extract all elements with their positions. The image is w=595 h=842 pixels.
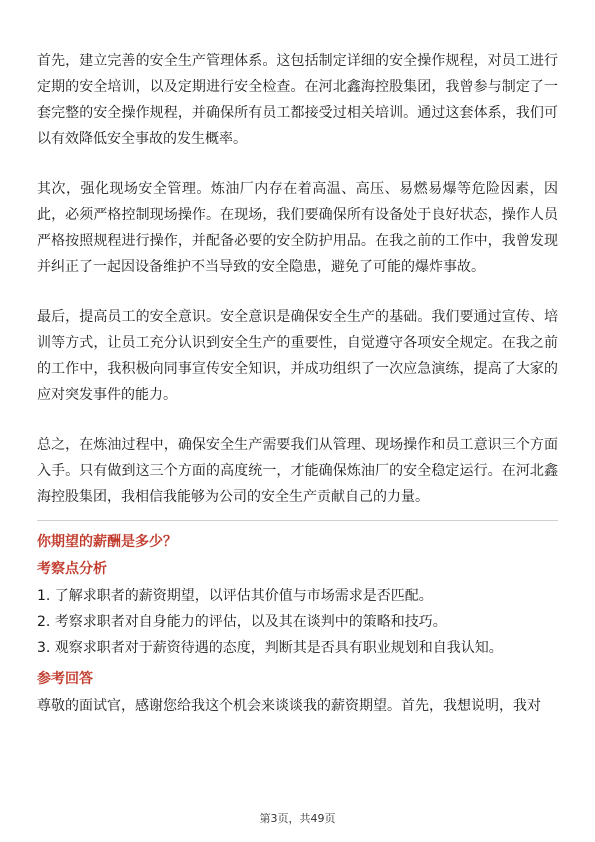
list-item: 2. 考察求职者对自身能力的评估，以及其在谈判中的策略和技巧。 xyxy=(37,614,447,630)
page-number: 第3页，共49页 xyxy=(259,812,336,825)
section-divider xyxy=(37,520,558,521)
analysis-heading: 考察点分析 xyxy=(37,561,107,577)
answer-text: 尊敬的面试官，感谢您给我这个机会来谈谈我的薪资期望。首先，我想说明，我对 xyxy=(37,698,541,714)
body-paragraph-4: 总之，在炼油过程中，确保安全生产需要我们从管理、现场操作和员工意识三个方面入手。只有做到这三个方面的高度统一，才能确保炼油厂的安全稳定运行。在河北鑫海控股集团，我相信我能够为公司的安全生产贡献自己的力量。 xyxy=(37,437,558,505)
analysis-list xyxy=(37,583,558,661)
list-item: 1. 了解求职者的薪资期望，以评估其价值与市场需求是否匹配。 xyxy=(37,588,433,604)
body-paragraph-2: 其次，强化现场安全管理。炼油厂内存在着高温、高压、易燃易爆等危险因素，因此，必须严格控制现场操作。在现场，我们要确保所有设备处于良好状态，操作人员严格按照规程进行操作，并配备必要的安全防护用品。在我之前的工作中，我曾发现并纠正了一起因设备维护不当导致的安全隐患，避免了可能的爆炸事故。 xyxy=(37,181,558,275)
document-page xyxy=(37,48,558,719)
question-title: 你期望的薪酬是多少？ xyxy=(37,534,177,550)
list-item: 3. 观察求职者对于薪资待遇的态度，判断其是否具有职业规划和自我认知。 xyxy=(37,640,503,656)
body-paragraph-1: 首先，建立完善的安全生产管理体系。这包括制定详细的安全操作规程，对员工进行定期的安全培训，以及定期进行安全检查。在河北鑫海控股集团，我曾参与制定了一套完整的安全操作规程，并确保所有员工都接受过相关培训。通过这套体系，我们可以有效降低安全事故的发生概率。 xyxy=(37,53,558,147)
answer-heading: 参考回答 xyxy=(37,671,93,687)
body-paragraph-3: 最后，提高员工的安全意识。安全意识是确保安全生产的基础。我们要通过宣传、培训等方式，让员工充分认识到安全生产的重要性，自觉遵守各项安全规定。在我之前的工作中，我积极向同事宣传安全知识，并成功组织了一次应急演练，提高了大家的应对突发事件的能力。 xyxy=(37,309,558,403)
